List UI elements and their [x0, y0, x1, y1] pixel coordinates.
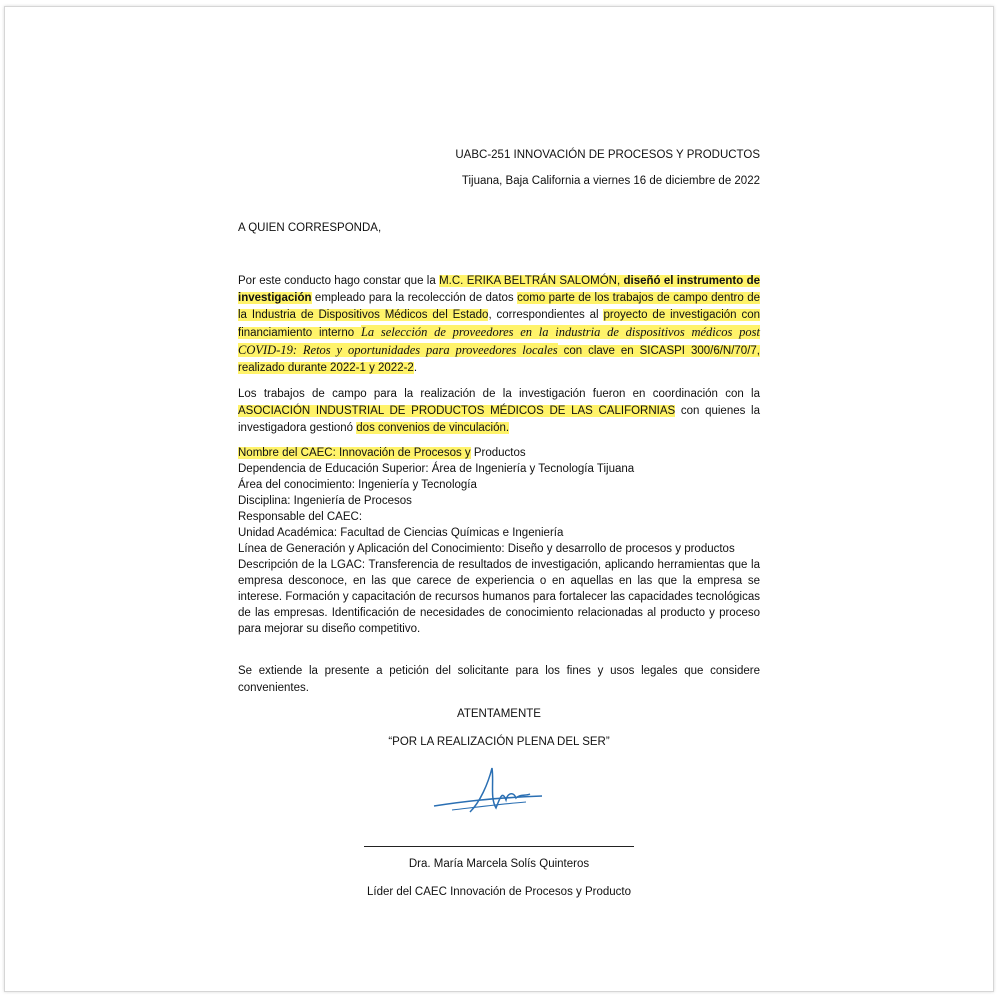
caec-name-line	[238, 445, 760, 461]
signature-line	[364, 846, 634, 847]
paragraph-coordination	[238, 386, 760, 437]
date-line: Tijuana, Baja California a viernes 16 de diciembre de 2022	[461, 175, 760, 187]
closing-paragraph: Se extiende la presente a petición del solicitante para los fines y usos legales que considere convenientes.	[238, 665, 760, 694]
fieldwork-highlight: como parte de los trabajos de campo dentro de la Industria de Dispositivos Médicos del Estado	[238, 292, 760, 321]
text-segment: Productos	[470, 447, 526, 459]
project-highlight: proyecto de investigación con financiamiento interno	[238, 309, 760, 339]
researcher-name: M.C. ERIKA BELTRÁN SALOMÓN	[439, 275, 617, 287]
project-key: con clave en SICASPI 300/6/N/70/7, realizado durante 2022-1 y 2022-2	[238, 345, 760, 374]
unidad-line: Unidad Académica: Facultad de Ciencias Químicas e Ingeniería	[238, 527, 564, 539]
salutation: A QUIEN CORRESPONDA,	[238, 222, 382, 234]
text-segment: ,	[616, 275, 624, 287]
text-segment: , correspondientes al	[488, 309, 604, 321]
responsable-line: Responsable del CAEC:	[238, 511, 363, 523]
text-segment: empleado para la recolección de datos	[311, 292, 518, 304]
text-segment: Por este conducto hago constar que la	[238, 275, 440, 287]
motto: “POR LA REALIZACIÓN PLENA DEL SER”	[388, 736, 610, 748]
atentamente: ATENTAMENTE	[457, 708, 541, 720]
area-line: Área del conocimiento: Ingeniería y Tecnología	[238, 479, 477, 491]
dependencia-line: Dependencia de Educación Superior: Área de Ingeniería y Tecnología Tijuana	[238, 463, 635, 475]
lgac-line: Línea de Generación y Aplicación del Conocimiento: Diseño y desarrollo de procesos y productos	[238, 543, 735, 555]
paragraph-certification	[238, 273, 760, 377]
instrument-claim: diseñó el instrumento de investigación	[238, 275, 761, 304]
text-segment: con quienes la investigadora gestionó	[238, 405, 760, 434]
agreements-highlight: dos convenios de vinculación.	[356, 422, 510, 434]
caec-name-highlight: Nombre del CAEC: Innovación de Procesos y	[238, 447, 471, 459]
letter-header	[455, 142, 760, 194]
signature-image	[430, 762, 550, 822]
disciplina-line: Disciplina: Ingeniería de Procesos	[238, 495, 412, 507]
text-segment: .	[413, 362, 418, 374]
institution-line: UABC-251 INNOVACIÓN DE PROCESOS Y PRODUCTOS	[455, 149, 760, 161]
signer-name: Dra. María Marcela Solís Quinteros	[408, 858, 590, 870]
signer-role: Líder del CAEC Innovación de Procesos y Producto	[366, 886, 631, 898]
caec-details	[238, 445, 760, 637]
project-title: La selección de proveedores en la industria de dispositivos médicos post COVID-19: Retos y oportunidades para proveedores locales	[238, 325, 760, 357]
association-name: ASOCIACIÓN INDUSTRIAL DE PRODUCTOS MÉDICOS DE LAS CALIFORNIAS	[238, 405, 676, 417]
text-segment: Los trabajos de campo para la realización de la investigación fueron en coordinación con la	[238, 388, 760, 400]
lgac-description: Descripción de la LGAC: Transferencia de resultados de investigación, aplicando herramientas que la empresa desconoce, en las que carece de experiencia o en aquellas en las que la empresa se interese. Formación y capacitación de recursos humanos para fortalecer las capacidades tecnológicas de las empresas. Identificación de necesidades de conocimiento relacionadas al producto y proceso para mejorar su diseño competitivo.	[238, 559, 760, 635]
